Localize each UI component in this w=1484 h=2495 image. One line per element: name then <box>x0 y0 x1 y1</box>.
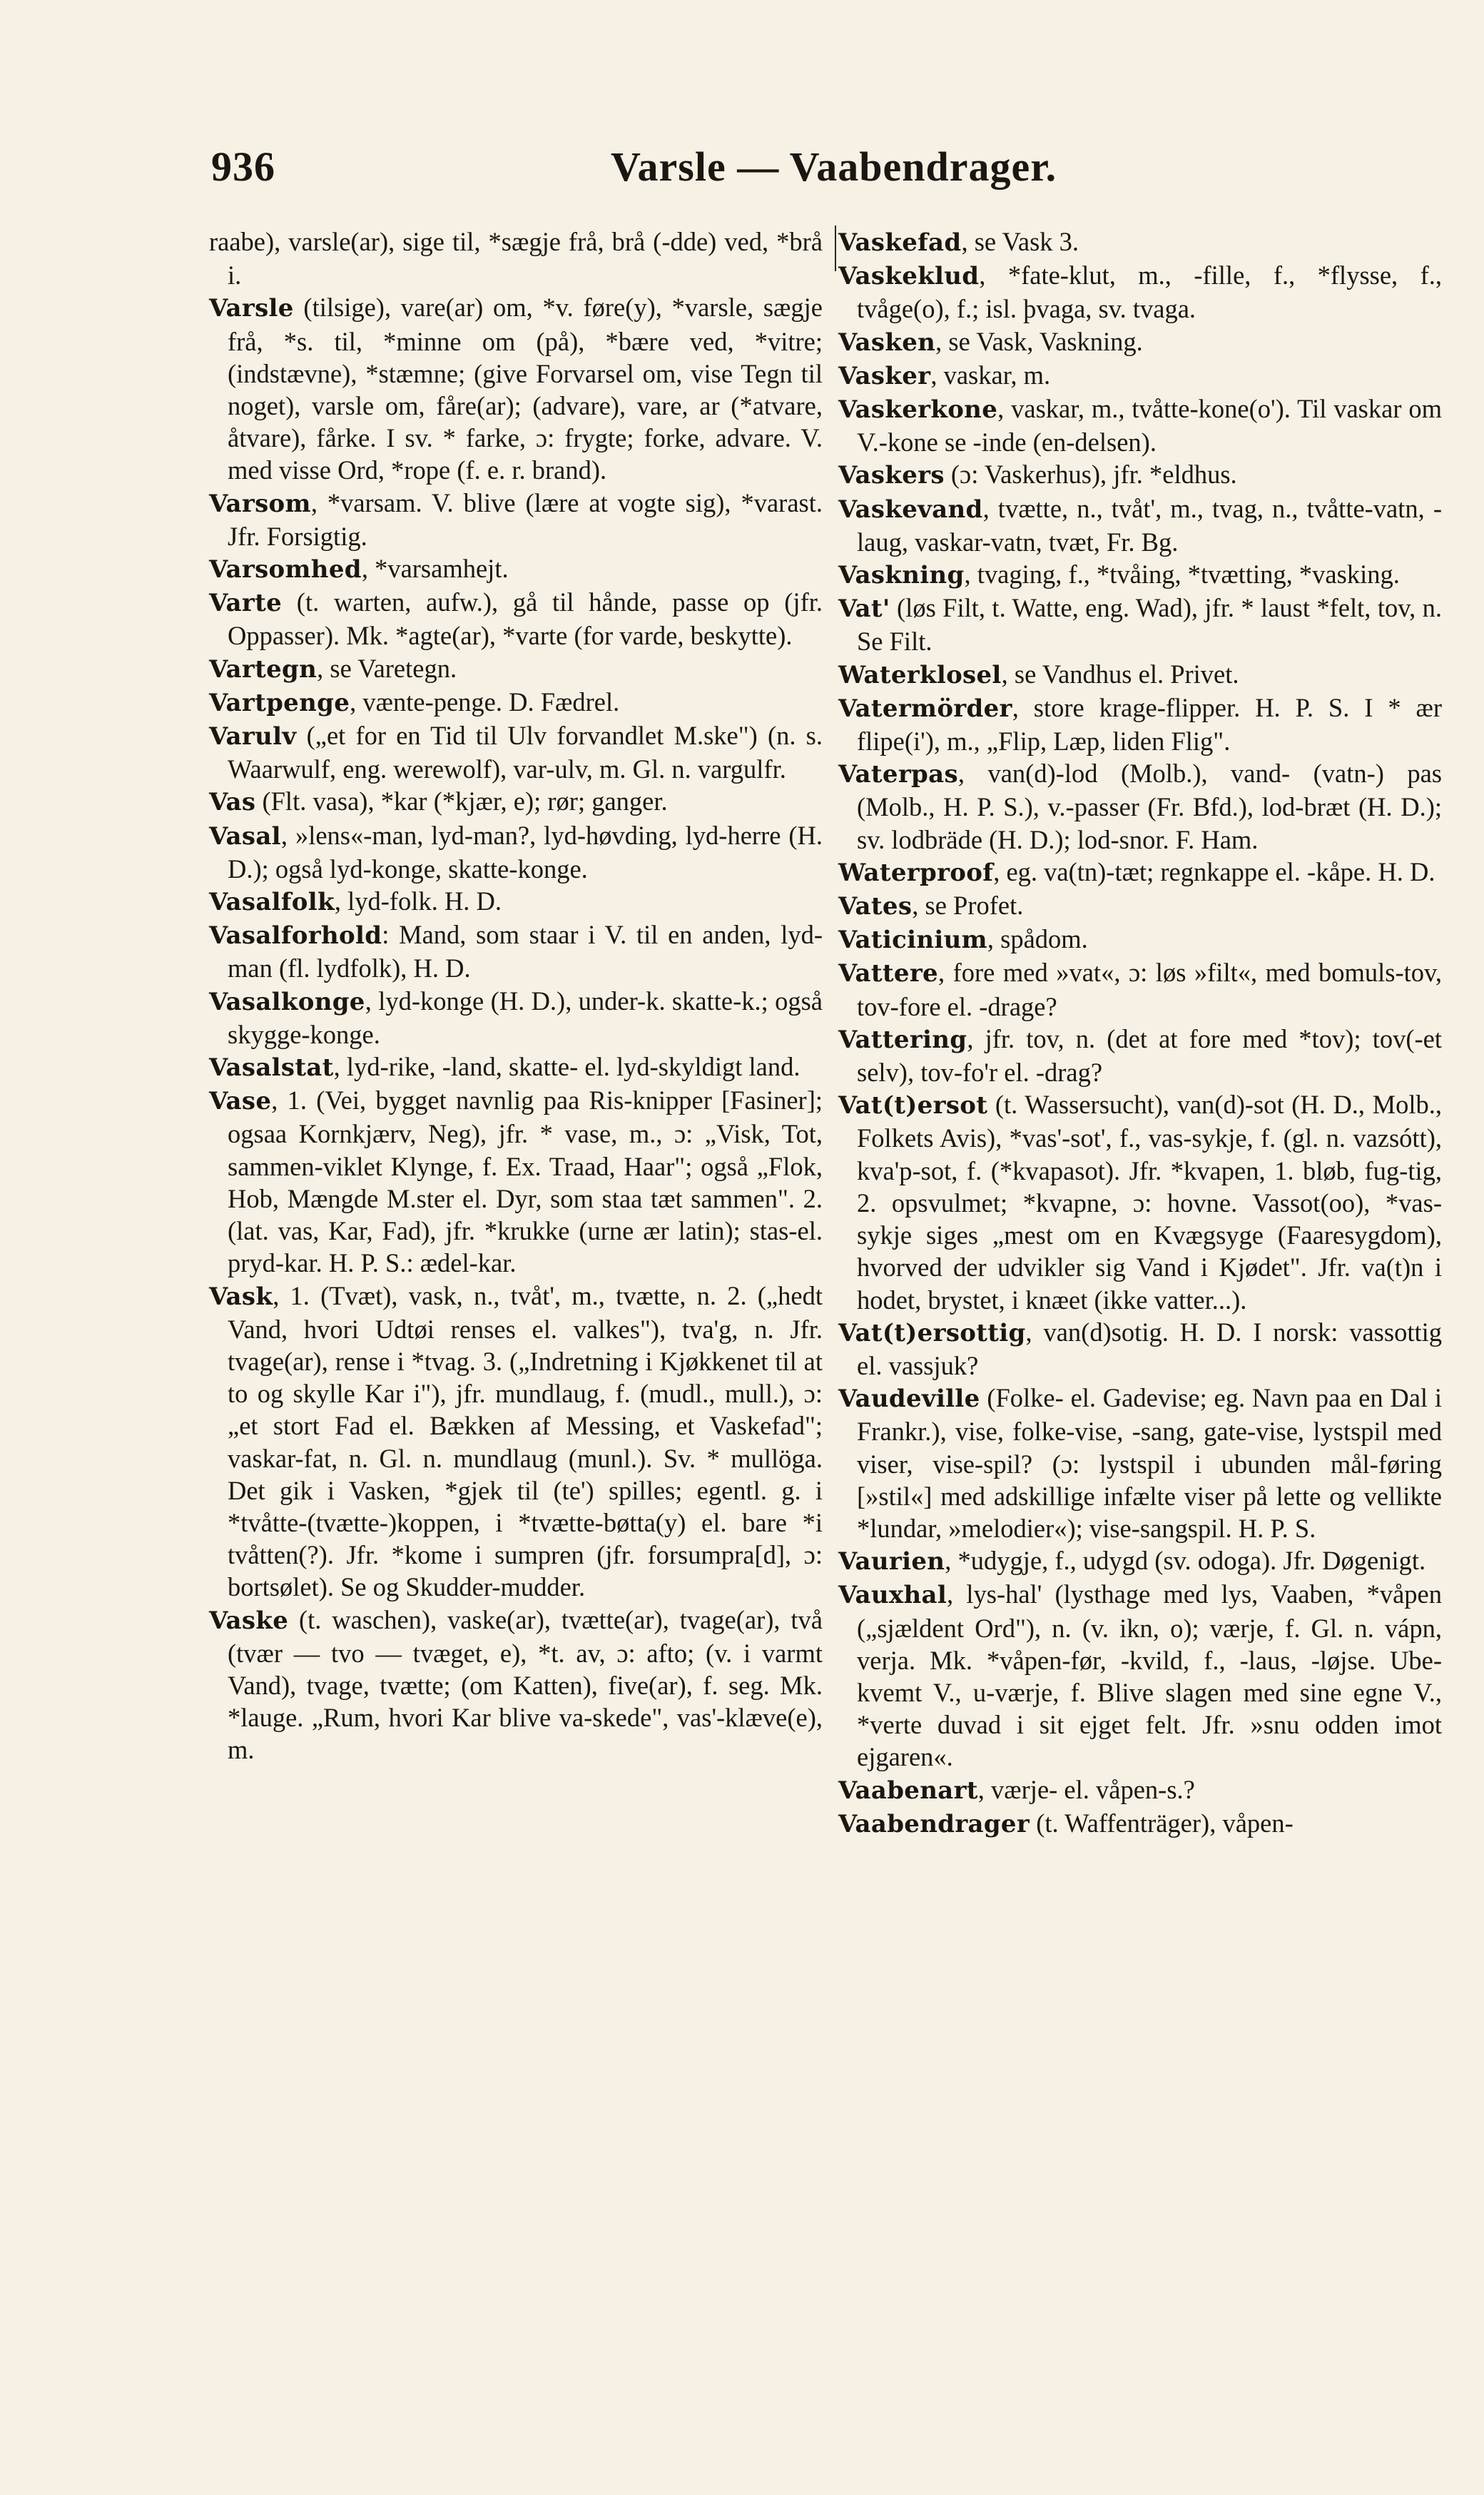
definition: raabe), varsle(ar), sige til, *sægje frå, brå (-dde) ved, *brå i. <box>209 227 823 290</box>
dictionary-entry <box>209 686 823 719</box>
dictionary-entry <box>838 1578 1442 1773</box>
headword: Vat' <box>838 594 890 624</box>
dictionary-entry <box>209 291 823 486</box>
definition: , 1. (Tvæt), vask, n., tvåt', m., tvætte, n. 2. („hedt Vand, hvori Udtøi renses el. valkes"), tva'g, n. Jfr. tvage(ar), rense i *tvag. 3. („Indretning i Kjøkkenet til at to og skylle Kar i"), jfr. mundlaug, f. (mudl., mull.), ɔ: „et stort Fad el. Bækken af Messing, et Vaskefad"; vaskar-fat, n. Gl. n. mundlaug (munl.). Sv. * mullöga. Det gik i Vasken, *gjek til (te') spilles; egentl. g. i *tvåtte-(tvætte-)koppen, i *tvætte-bøtta(y) el. bare *i tvåtten(?). Jfr. *kome i sumpren (jfr. forsumpra[d], ɔ: bortsølet). Se og Skudder-mudder. <box>228 1280 823 1602</box>
dictionary-entry <box>209 652 823 686</box>
headword: Vaticinium <box>838 926 987 955</box>
dictionary-entry <box>838 956 1442 1022</box>
dictionary-entry <box>838 558 1442 592</box>
definition: (løs Filt, t. Watte, eng. Wad), jfr. * laust *felt, tov, n. Se Filt. <box>857 593 1442 657</box>
dictionary-entry <box>209 586 823 652</box>
definition: (Folke- el. Gadevise; eg. Navn paa en Dal i Frankr.), vise, folke-vise, -sang, gate-vise, lystspil med viser, vise-spil? (ɔ: lystspil i ubunden mål-føring [»stil«] med adskillige infælte viser på lette og vellikte *lundar, »melodier«); vise-sangspil. H. P. S. <box>857 1383 1442 1543</box>
dictionary-entry <box>209 785 823 819</box>
headword: Vaskning <box>838 561 965 590</box>
headword: Vaske <box>209 1606 289 1635</box>
dictionary-entry <box>838 325 1442 359</box>
dictionary-entry <box>838 492 1442 558</box>
definition: (t. waschen), vaske(ar), tvætte(ar), tvage(ar), två (tvær — tvo — tvæget, e), *t. av, ɔ: afto; (v. i varmt Vand), tvage, tvætte; (om Katten), five(ar), f. seg. Mk. *lauge. „Rum, hvori Kar blive va-skede", vas'-klæve(e), m. <box>228 1604 823 1765</box>
dictionary-entry <box>209 552 823 586</box>
definition: , *fate-klut, m., -fille, f., *flysse, f., tvåge(o), f.; isl. þvaga, sv. tvaga. <box>857 260 1442 324</box>
headword: Vaterpas <box>838 760 958 789</box>
headword: Waterklosel <box>838 660 1002 689</box>
definition: (Flt. vasa), *kar (*kjær, e); rør; ganger. <box>255 786 668 816</box>
headword: Vas <box>209 788 256 817</box>
dictionary-entry <box>838 1807 1442 1841</box>
definition: , lys-hal' (lysthage med lys, Vaaben, *våpen („sjældent Ord"), n. (v. ikn, o); værje, f. Gl. n. vápn, verja. Mk. *våpen-før, -kvild, f., -laus, -løjse. Ube-kvemt V., u-værje, f. Blive slagen med sine egne V., *verte duvad i sit ejget felt. Jfr. »snu odden imot ejgaren«. <box>857 1579 1442 1772</box>
left-column <box>209 226 823 1766</box>
dictionary-entry <box>838 1544 1442 1578</box>
definition: , eg. va(tn)-tæt; regnkappe el. -kåpe. H. D. <box>993 856 1435 886</box>
headword: Vask <box>209 1282 273 1311</box>
definition: , spådom. <box>987 924 1088 954</box>
headword: Vasalkonge <box>209 987 365 1016</box>
definition: , tvætte, n., tvåt', m., tvag, n., tvåtte-vatn, -laug, vaskar-vatn, tvæt, Fr. Bg. <box>857 493 1442 557</box>
dictionary-entry <box>838 923 1442 956</box>
dictionary-entry <box>838 889 1442 923</box>
definition: (ɔ: Vaskerhus), jfr. *eldhus. <box>944 460 1237 490</box>
dictionary-entry <box>838 1382 1442 1544</box>
definition: (t. Wassersucht), van(d)-sot (H. D., Molb., Folkets Avis), *vas'-sot', f., vas-sykje, f. (gl. n. vazsótt), kva'p-sot, f. (*kvapasot). Jfr. *kvapen, 1. bløb, fug-tig, 2. opsvulmet; *kvapne, ɔ: hovne. Vassot(oo), *vas-sykje siges „mest om en Kvægsyge (Faaresygdom), hvorved der udvikler sig Vand i Kjødet". Jfr. va(t)n i hodet, brystet, i knæet (ikke vatter...). <box>857 1090 1442 1315</box>
running-head: Varsle — Vaabendrager. <box>611 143 1057 190</box>
definition: : Mand, som staar i V. til en anden, lyd-man (fl. lydfolk), H. D. <box>228 920 823 983</box>
headword: Vasalstat <box>209 1053 334 1083</box>
headword: Varte <box>209 589 283 618</box>
dictionary-entry <box>838 658 1442 692</box>
headword: Vatermörder <box>838 694 1012 723</box>
dictionary-entry <box>838 259 1442 325</box>
dictionary-entry <box>838 1088 1442 1315</box>
dictionary-entry <box>209 918 823 984</box>
headword: Vase <box>209 1087 272 1116</box>
definition: , vaskar, m., tvåtte-kone(o'). Til vaskar om V.-kone se -inde (en-delsen). <box>857 394 1442 457</box>
right-column <box>838 226 1442 1841</box>
definition: („et for en Tid til Ulv forvandlet M.ske") (n. s. Waarwulf, eng. werewolf), var-ulv, m. Gl. n. vargulfr. <box>228 721 823 784</box>
definition: , lyd-konge (H. D.), under-k. skatte-k.; også skygge-konge. <box>228 986 823 1049</box>
headword: Vaabendrager <box>838 1809 1030 1838</box>
headword: Vasal <box>209 821 281 851</box>
headword: Vasken <box>838 328 936 357</box>
dictionary-entry <box>209 487 823 552</box>
headword: Varsle <box>209 294 294 323</box>
dictionary-entry <box>209 1051 823 1084</box>
dictionary-entry <box>838 458 1442 492</box>
dictionary-entry <box>838 359 1442 393</box>
headword: Vasker <box>838 361 931 390</box>
definition: , *udygje, f., udygd (sv. odoga). Jfr. Døgenigt. <box>945 1546 1426 1576</box>
headword: Vates <box>838 892 913 921</box>
dictionary-entry <box>838 592 1442 657</box>
definition: , se Varetegn. <box>317 653 457 683</box>
dictionary-entry <box>209 719 823 785</box>
definition: , jfr. tov, n. (det at fore med *tov); tov(-et selv), tov-fo'r el. -drag? <box>857 1023 1442 1088</box>
headword: Vattering <box>838 1025 967 1054</box>
dictionary-entry <box>838 856 1442 889</box>
definition: (t. Waffenträger), våpen- <box>1030 1808 1294 1838</box>
definition: , vaskar, m. <box>930 360 1051 390</box>
definition: , lyd-folk. H. D. <box>334 886 502 916</box>
definition: , store krage-flipper. H. P. S. I * ær flipe(i'), m., „Flip, Læp, liden Flig". <box>857 692 1442 756</box>
headword: Vasalfolk <box>209 888 335 917</box>
definition: , fore med »vat«, ɔ: løs »filt«, med bomuls-tov, tov-fore el. -drage? <box>857 958 1442 1021</box>
headword: Varulv <box>209 722 297 751</box>
dictionary-entry <box>209 885 823 918</box>
dictionary-entry <box>209 1604 823 1766</box>
dictionary-entry <box>209 1280 823 1604</box>
column-divider <box>835 226 836 271</box>
definition: , *varsam. V. blive (lære at vogte sig), *varast. Jfr. Forsigtig. <box>228 487 823 551</box>
dictionary-entry <box>838 1773 1442 1807</box>
headword: Vaabenart <box>838 1776 978 1805</box>
definition: , se Vask, Vaskning. <box>935 326 1143 356</box>
definition: (tilsige), vare(ar) om, *v. føre(y), *varsle, sægje frå, *s. til, *minne om (på), *bære ved, *vitre; (indstævne), *stæmne; (give Forvarsel om, vise Tegn til noget), varsle om, fåre(ar); (advare), vare, ar (*atvare, åtvare), fårke. I sv. * farke, ɔ: frygte; forke, advare. V. med visse Ord, *rope (f. e. r. brand). <box>228 293 823 485</box>
dictionary-entry <box>209 819 823 885</box>
headword: Vaskerkone <box>838 395 998 425</box>
dictionary-entry <box>838 1023 1442 1088</box>
headword: Varsomhed <box>209 555 362 584</box>
headword: Vasalforhold <box>209 921 382 951</box>
dictionary-entry <box>838 757 1442 856</box>
dictionary-entry <box>209 226 823 291</box>
headword: Vaurien <box>838 1547 945 1577</box>
headword: Vattere <box>838 959 938 988</box>
headword: Vaskefad <box>838 228 962 257</box>
dictionary-entry <box>838 393 1442 458</box>
headword: Vartpenge <box>209 688 350 717</box>
headword: Waterproof <box>838 858 994 887</box>
definition: , »lens«-man, lyd-man?, lyd-høvding, lyd-herre (H. D.); også lyd-konge, skatte-konge. <box>228 820 823 884</box>
page-header <box>211 143 1057 200</box>
headword: Vat(t)ersottig <box>838 1318 1026 1347</box>
headword: Varsom <box>209 489 311 518</box>
dictionary-entry <box>838 692 1442 757</box>
definition: , van(d)-lod (Molb.), vand- (vatn-) pas (Molb., H. P. S.), v.-passer (Fr. Bfd.), lod-bræt (H. D.); sv. lodbräde (H. D.); lod-snor. F. Ham. <box>857 759 1442 854</box>
definition: , se Vask 3. <box>961 227 1079 256</box>
definition: , lyd-rike, -land, skatte- el. lyd-skyldigt land. <box>333 1052 801 1082</box>
headword: Vaudeville <box>838 1385 980 1414</box>
headword: Vaskeklud <box>838 262 980 291</box>
definition: , se Vandhus el. Privet. <box>1001 659 1239 689</box>
dictionary-entry <box>838 1316 1442 1382</box>
definition: , vænte-penge. D. Fædrel. <box>350 687 620 717</box>
definition: , 1. (Vei, bygget navnlig paa Ris-knipper [Fasiner]; ogsaa Kornkjærv, Neg), jfr. * vase, m., ɔ: „Visk, Tot, sammen-viklet Klynge, f. Ex. Traad, Haar"; også „Flok, Hob, Mængde M.ster el. Dyr, som staa tæt sammen". 2. (lat. vas, Kar, Fad), jfr. *krukke (urne ær latin); stas-el. pryd-kar. H. P. S.: ædel-kar. <box>228 1085 823 1278</box>
headword: Vaskers <box>838 461 945 490</box>
page-number: 936 <box>211 143 275 190</box>
headword: Vaskevand <box>838 495 983 524</box>
definition: (t. warten, aufw.), gå til hånde, passe op (jfr. Oppasser). Mk. *agte(ar), *varte (for varde, beskytte). <box>228 587 823 651</box>
dictionary-entry <box>209 1084 823 1279</box>
definition: , van(d)sotig. H. D. I norsk: vassottig el. vassjuk? <box>857 1317 1442 1380</box>
definition: , tvaging, f., *tvåing, *tvætting, *vasking. <box>964 560 1400 589</box>
definition: , værje- el. våpen-s.? <box>977 1774 1195 1804</box>
definition: , *varsamhejt. <box>361 554 509 584</box>
dictionary-entry <box>838 226 1442 259</box>
headword: Vauxhal <box>838 1581 947 1610</box>
headword: Vat(t)ersot <box>838 1091 988 1120</box>
dictionary-entry <box>209 985 823 1051</box>
definition: , se Profet. <box>912 891 1024 921</box>
headword: Vartegn <box>209 654 317 684</box>
